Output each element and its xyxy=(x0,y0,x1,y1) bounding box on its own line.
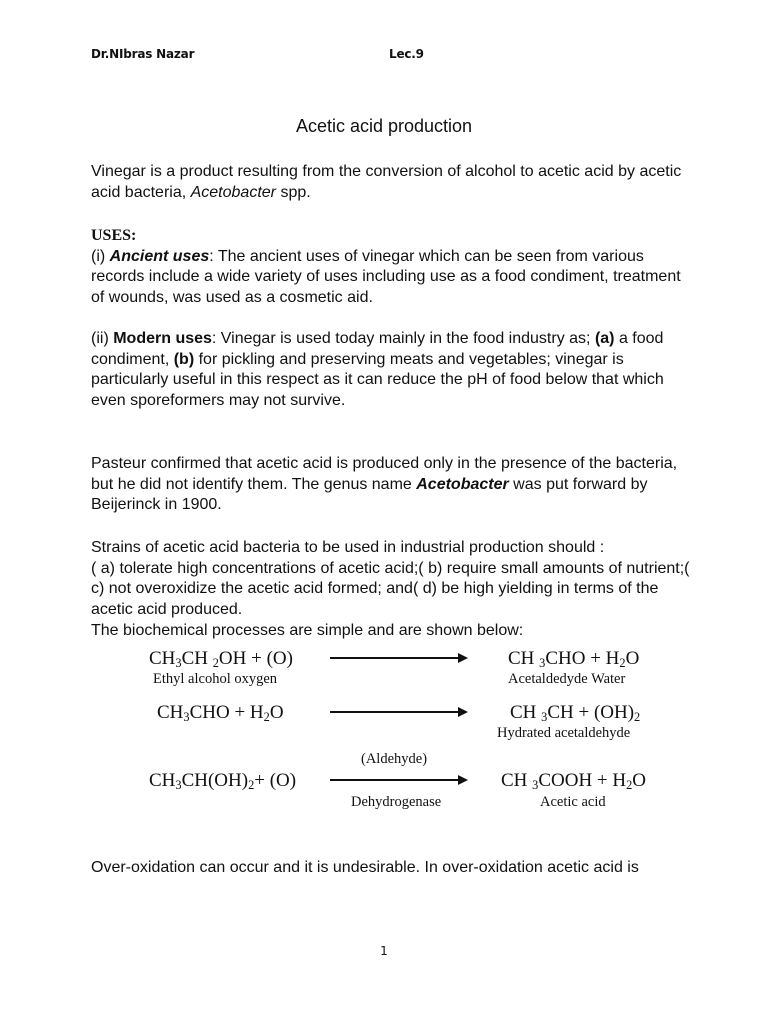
reaction-3-arrow xyxy=(330,779,466,781)
intro-text: Vinegar is a product resulting from the conversion of alcohol to acetic acid by acetic acid bacteria, xyxy=(91,163,682,201)
ancient-uses-text: : The ancient uses of vinegar which can be seen from various records include a wide variety of uses including use as a food condiment, treatment of wounds, was used as a cosmetic aid. xyxy=(91,247,681,307)
ancient-prefix: (i) xyxy=(91,247,110,265)
modern-item-a: (a) xyxy=(594,330,615,347)
page-number: 1 xyxy=(380,944,388,958)
lecture-header: Lec.9 xyxy=(389,47,424,61)
reaction-3-products-caption: Acetic acid xyxy=(540,794,606,810)
strains-criteria: ( a) tolerate high concentrations of acetic acid;( b) require small amounts of nutrient;( c) not overoxidize the acetic acid formed; and( d) be high yielding in terms of the acetic acid produced. xyxy=(91,559,690,619)
reaction-2-reactants: $CH_3CHO + H_2O$ xyxy=(157,702,284,725)
ancient-uses-label: Ancient uses xyxy=(109,247,210,265)
pasteur-paragraph xyxy=(91,454,691,516)
modern-item-b: (b) xyxy=(173,350,195,368)
uses-heading: USES: xyxy=(91,227,137,244)
reaction-2-products-caption: Hydrated acetaldehyde xyxy=(497,725,631,741)
uses-section xyxy=(91,226,691,309)
organism-name: Acetobacter xyxy=(190,183,276,201)
reaction-3-products: CH $_3$COOH + $H_2O$ xyxy=(501,770,647,793)
ancient-uses-paragraph xyxy=(91,247,691,309)
genus-name: Acetobacter xyxy=(416,475,509,493)
pasteur-text: Pasteur confirmed that acetic acid is produced only in the presence of the bacteria, but he did not identify them. The genus name xyxy=(91,455,678,493)
strains-paragraph xyxy=(91,538,691,642)
processes-intro: The biochemical processes are simple and are shown below: xyxy=(91,621,524,639)
modern-uses-text-3: condiment, xyxy=(91,350,174,368)
modern-prefix: (ii) xyxy=(91,330,114,347)
reaction-1-products: CH $_3CHO + H_2O$ xyxy=(508,648,640,671)
reaction-1-arrow xyxy=(330,657,466,659)
modern-uses-text-4: for pickling and preserving meats and vegetables; vinegar is particularly useful in this respect as it can reduce the pH of food below that which even sporeformers may not survive. xyxy=(91,350,664,410)
reaction-2-products: CH $_3CH + (OH)_2$ xyxy=(510,702,641,725)
strains-intro: Strains of acetic acid bacteria to be used in industrial production should : xyxy=(91,539,605,556)
reaction-3-reactants: $CH_3CH(OH)_2+ (O)$ xyxy=(149,770,297,793)
enzyme-name-bottom: Dehydrogenase xyxy=(351,794,442,810)
modern-uses-text-2: a food xyxy=(614,330,664,347)
modern-uses-label: Modern uses xyxy=(113,330,212,347)
intro-text-end: spp. xyxy=(276,183,311,201)
enzyme-name-top: (Aldehyde) xyxy=(361,751,428,767)
author-header: Dr.NIbras Nazar xyxy=(91,47,195,61)
reaction-1-reactants: $CH_3CH$ $_2$OH + (O) xyxy=(149,648,293,671)
intro-paragraph xyxy=(91,162,691,203)
reaction-1-products-caption: Acetaldedyde Water xyxy=(508,671,626,687)
page-title: Acetic acid production xyxy=(295,116,473,136)
pasteur-text-end: was put forward by Beijerinck in 1900. xyxy=(91,475,648,514)
reaction-1-reactants-caption: Ethyl alcohol oxygen xyxy=(153,671,278,687)
modern-uses-paragraph xyxy=(91,329,691,412)
overoxidation-paragraph: Over-oxidation can occur and it is undesirable. In over-oxidation acetic acid is xyxy=(91,859,639,876)
modern-uses-text: : Vinegar is used today mainly in the food industry as; xyxy=(211,330,595,347)
reaction-2-arrow xyxy=(330,711,466,713)
